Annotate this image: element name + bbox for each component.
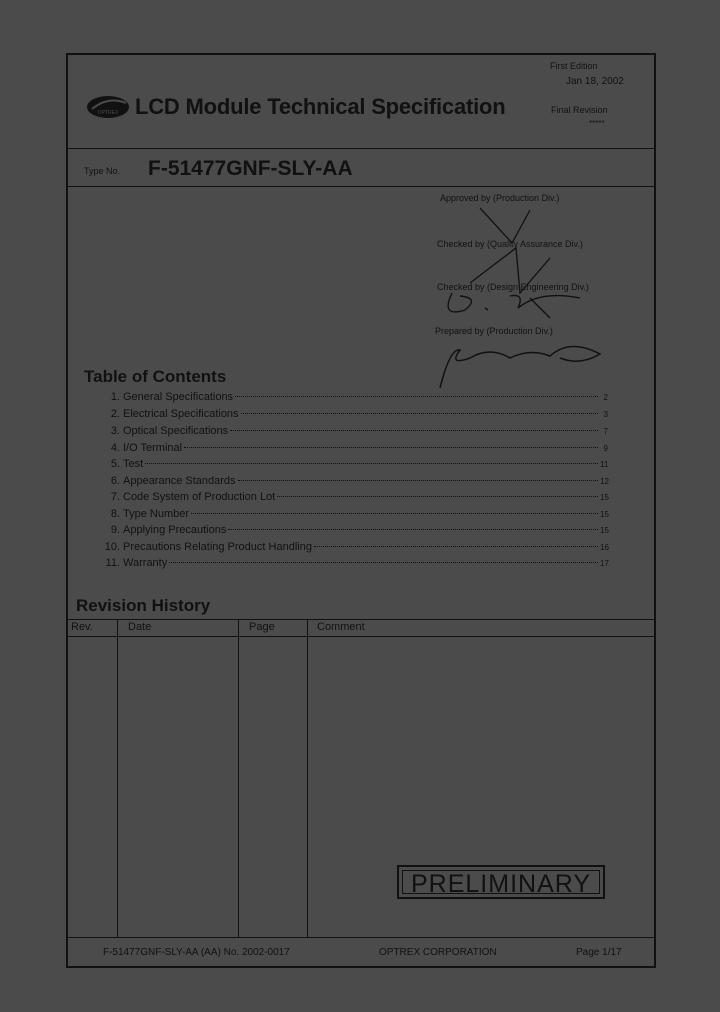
toc-page: 7 — [603, 427, 608, 436]
toc-item — [102, 491, 608, 507]
toc-item — [102, 408, 608, 424]
toc-label: Test — [123, 458, 144, 470]
toc-item — [102, 391, 608, 407]
toc-num: 7. — [110, 491, 120, 503]
toc-item — [102, 442, 608, 458]
approved-by-label: Approved by (Production Div.) — [440, 193, 560, 203]
revision-history-title: Revision History — [76, 596, 211, 615]
toc-page: 11 — [600, 460, 609, 469]
toc-label: Code System of Production Lot — [123, 491, 276, 503]
signature-marks — [430, 198, 610, 398]
footer-doc-number: F-51477GNF-SLY-AA (AA) No. 2002-0017 — [103, 947, 290, 958]
col-header-comment: Comment — [317, 621, 365, 633]
toc-item — [102, 458, 608, 474]
col-header-date: Date — [128, 621, 152, 633]
table-top-rule — [67, 619, 655, 620]
table-header-rule — [67, 636, 655, 637]
toc-num: 2. — [110, 408, 120, 420]
toc-page: 15 — [600, 510, 609, 519]
toc-item — [102, 524, 608, 540]
toc-page: 3 — [603, 410, 608, 419]
stamp-text: PRELIMINARY — [402, 870, 600, 894]
toc-num: 8. — [110, 508, 120, 520]
type-no-value: F-51477GNF-SLY-AA — [148, 157, 353, 180]
toc-label: Type Number — [123, 508, 190, 520]
edition-label: First Edition — [550, 61, 598, 71]
toc-label: General Specifications — [123, 391, 234, 403]
toc-label: Applying Precautions — [123, 524, 227, 536]
toc-page: 15 — [600, 526, 609, 535]
toc-label: I/O Terminal — [123, 442, 183, 454]
footer-company: OPTREX CORPORATION — [379, 947, 497, 958]
prepared-by-label: Prepared by (Production Div.) — [435, 326, 553, 336]
toc-title: Table of Contents — [84, 367, 227, 386]
toc-num: 5. — [110, 458, 120, 470]
document-title: LCD Module Technical Specification — [135, 94, 506, 119]
toc-label: Optical Specifications — [123, 425, 229, 437]
toc-num: 11. — [105, 557, 120, 569]
toc-label: Appearance Standards — [123, 475, 236, 487]
svg-text:OPTREX: OPTREX — [97, 110, 119, 116]
toc-num: 10. — [104, 541, 120, 553]
toc-item — [102, 508, 608, 524]
toc-page: 2 — [603, 393, 608, 402]
type-no-label: Type No. — [84, 166, 121, 176]
toc-num: 1. — [110, 391, 120, 403]
toc-page: 15 — [600, 493, 609, 502]
toc-page: 17 — [600, 559, 609, 568]
toc-page: 9 — [603, 444, 608, 453]
divider — [67, 148, 655, 149]
column-rule — [117, 619, 118, 937]
toc-num: 4. — [110, 442, 120, 454]
toc-num: 6. — [110, 475, 120, 487]
preliminary-stamp — [397, 865, 605, 899]
toc-label: Electrical Specifications — [123, 408, 239, 420]
toc-item — [102, 425, 608, 441]
column-rule — [238, 619, 239, 937]
toc-label: Warranty — [123, 557, 168, 569]
column-rule — [307, 619, 308, 937]
toc-label: Precautions Relating Product Handling — [123, 541, 312, 553]
toc-num: 3. — [110, 425, 120, 437]
toc-num: 9. — [110, 524, 120, 536]
toc-page: 16 — [600, 543, 609, 552]
toc-item — [102, 475, 608, 491]
col-header-page: Page — [249, 621, 275, 633]
col-header-rev: Rev. — [71, 621, 93, 633]
checked-by-design-label: Checked by (Design Engineering Div.) — [437, 282, 589, 292]
divider — [67, 186, 655, 187]
checked-by-qa-label: Checked by (Quality Assurance Div.) — [437, 239, 583, 249]
optrex-logo — [86, 94, 130, 125]
final-revision-label: Final Revision — [551, 105, 608, 115]
final-revision-value: ***** — [589, 119, 605, 128]
toc-item — [102, 557, 608, 573]
footer-rule — [67, 937, 655, 938]
edition-date: Jan 18, 2002 — [566, 76, 624, 87]
toc-item — [102, 541, 608, 557]
toc-page: 12 — [600, 477, 609, 486]
footer-page-number: Page 1/17 — [576, 947, 622, 958]
